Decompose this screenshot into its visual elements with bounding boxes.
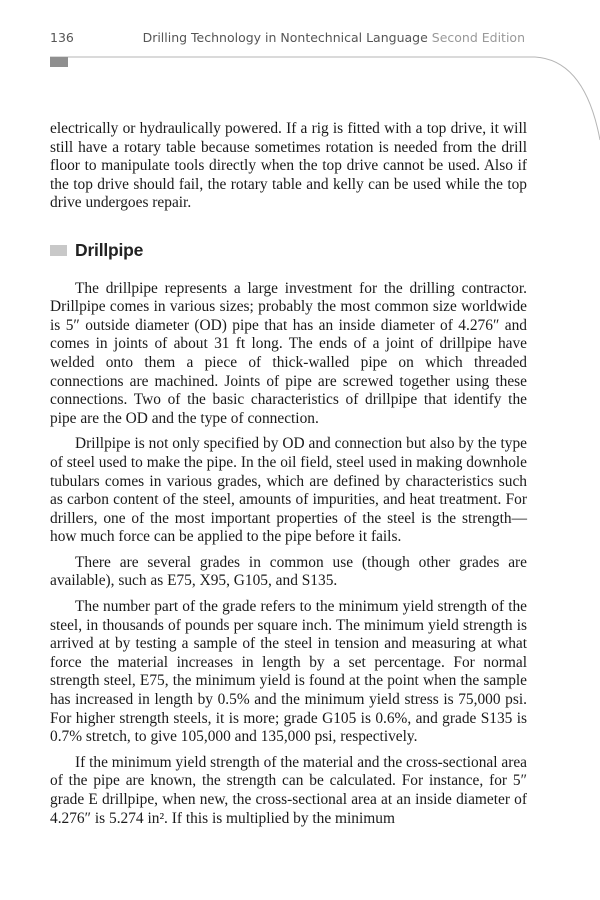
edition-label: Second Edition [431,30,525,45]
paragraph: Drillpipe is not only specified by OD and connection but also by the type of steel used to make the pipe. In the oil field, steel used in making downhole tubulars comes in various grades, which are defined by characteristics such as carbon content of the steel, amounts of impurities, and heat treatment. For drillers, one of the most important properties of the steel is the strength—how much force can be applied to the pipe before it fails. [50,435,527,546]
running-head [143,30,525,45]
paragraph: There are several grades in common use (though other grades are available), such as E75, X95, G105, and S135. [50,553,527,590]
intro-paragraph: electrically or hydraulically powered. If a rig is fitted with a top drive, it will still have a rotary table because sometimes rotation is needed from the drill floor to manipulate tools directly when the top drive cannot be used. Also if the top drive should fail, the rotary table and kelly can be used while the top drive undergoes repair. [50,120,527,212]
section-heading-text: Drillpipe [75,239,144,260]
body-text [50,120,527,828]
heading-marker [50,245,67,256]
header-tab-marker [50,57,68,67]
section-heading [50,241,527,260]
paragraph: The drillpipe represents a large investment for the drilling contractor. Drillpipe comes in various sizes; probably the most common size worldwide is 5″ outside diameter (OD) pipe that has an inside diameter of 4.276″ and comes in joints of about 31 ft long. The ends of a joint of drillpipe have welded onto them a piece of thick-walled pipe on which threaded connections are machined. Joints of pipe are screwed together using these connections. Two of the basic characteristics of drillpipe that identify the pipe are the OD and the type of connection. [50,279,527,427]
paragraph: If the minimum yield strength of the material and the cross-sectional area of the pipe are known, the strength can be calculated. For instance, for 5″ grade E drillpipe, when new, the cross-sectional area at an inside diameter of 4.276″ is 5.274 in². If this is multiplied by the minimum [50,753,527,827]
paragraph: The number part of the grade refers to the minimum yield strength of the steel, in thousands of pounds per square inch. The minimum yield strength is arrived at by testing a sample of the steel in tension and measuring at what force the material increases in length by a set percentage. For normal strength steel, E75, the minimum yield is found at the point when the sample has increased in length by 0.5% and the minimum yield stress is 75,000 psi. For higher strength steels, it is more; grade G105 is 0.6%, and grade S135 is 0.7% stretch, to give 105,000 and 135,000 psi, respectively. [50,598,527,746]
book-title: Drilling Technology in Nontechnical Language [142,30,428,45]
page-number: 136 [50,30,74,45]
